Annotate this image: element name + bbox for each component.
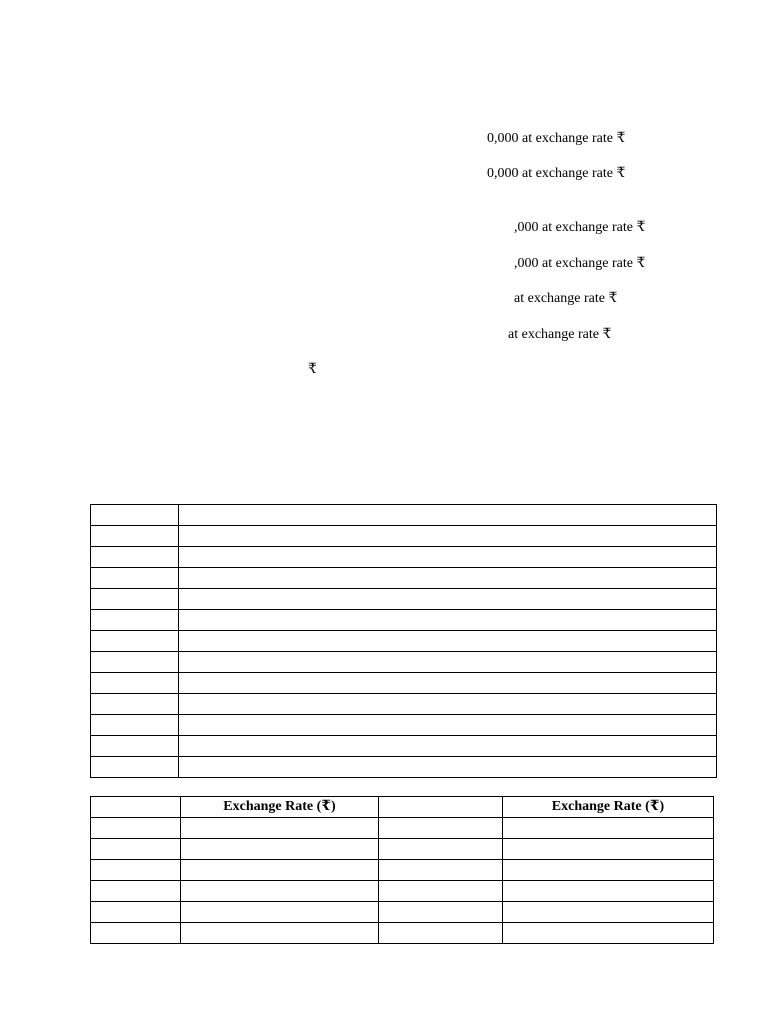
table-row [91,694,717,715]
table-row [91,505,717,526]
table-cell [91,736,179,757]
table-cell [91,505,179,526]
exchange-rate-table [90,796,714,944]
table-cell [91,881,181,902]
table-cell [179,631,717,652]
table-cell [503,818,714,839]
table-row [91,860,714,881]
table-row [91,839,714,860]
column-header-1 [91,797,181,818]
table-cell [181,923,379,944]
table-cell [91,631,179,652]
table-row [91,715,717,736]
table-row [91,881,714,902]
table-row [91,757,717,778]
table-cell [179,715,717,736]
column-header-exchange-rate-2: Exchange Rate (₹) [503,797,714,818]
table-cell [379,881,503,902]
table-cell [181,902,379,923]
table-cell [179,568,717,589]
table-cell [379,818,503,839]
table-cell [91,818,181,839]
table-cell [179,610,717,631]
table-cell [179,736,717,757]
table-row [91,589,717,610]
table-cell [179,547,717,568]
table-row [91,631,717,652]
table-cell [91,526,179,547]
table-cell [91,757,179,778]
table-row [91,736,717,757]
table-cell [179,757,717,778]
table-cell [181,818,379,839]
table-cell [91,547,179,568]
table-cell [179,505,717,526]
table-cell [179,694,717,715]
table-cell [379,923,503,944]
table-cell [503,839,714,860]
table-cell [379,860,503,881]
table-cell [179,652,717,673]
table-cell [91,923,181,944]
table-cell [91,902,181,923]
table-cell [503,902,714,923]
table-row [91,652,717,673]
table-cell [379,902,503,923]
table-cell [179,673,717,694]
table-cell [503,923,714,944]
table-cell [181,860,379,881]
table-cell [91,589,179,610]
table-row [91,923,714,944]
table-row [91,568,717,589]
table-cell [91,673,179,694]
table-row [91,610,717,631]
table-cell [503,881,714,902]
table-row [91,818,714,839]
text-fragment-2: 0,000 at exchange rate ₹ [487,166,626,181]
table-row [91,902,714,923]
table-cell [91,715,179,736]
rupee-symbol: ₹ [308,362,317,377]
table-cell [179,589,717,610]
table-cell [91,694,179,715]
table-cell [181,881,379,902]
table-cell [179,526,717,547]
table-cell [379,839,503,860]
text-fragment-6: at exchange rate ₹ [508,327,612,342]
text-fragment-3: ,000 at exchange rate ₹ [514,220,646,235]
column-header-3 [379,797,503,818]
text-fragment-1: 0,000 at exchange rate ₹ [487,131,626,146]
table-cell [91,839,181,860]
table-cell [91,652,179,673]
table-row [91,547,717,568]
text-fragment-5: at exchange rate ₹ [514,291,618,306]
text-fragment-4: ,000 at exchange rate ₹ [514,256,646,271]
column-header-exchange-rate-1: Exchange Rate (₹) [181,797,379,818]
blank-table-one [90,504,717,778]
table-row [91,526,717,547]
table-cell [91,860,181,881]
table-cell [91,568,179,589]
table-cell [181,839,379,860]
table-cell [91,610,179,631]
table-row [91,673,717,694]
table-cell [503,860,714,881]
table-header-row [91,797,714,818]
